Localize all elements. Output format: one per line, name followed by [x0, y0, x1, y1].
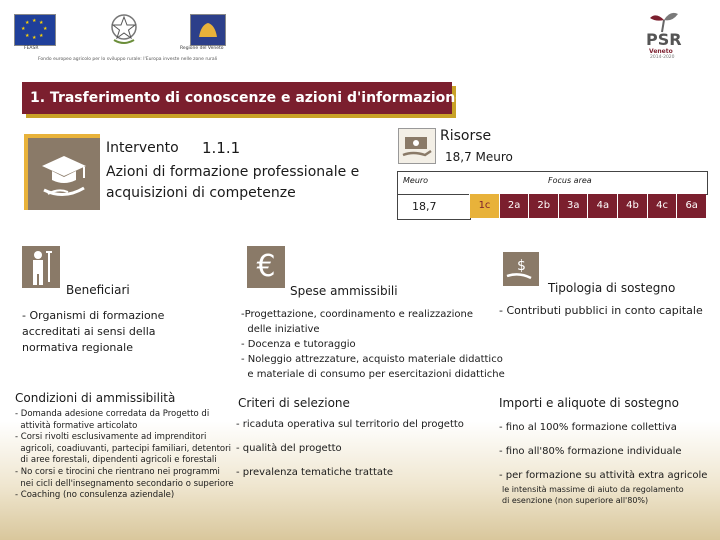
condizioni-line: - No corsi e tirocini che rientrano nei programmi: [15, 466, 220, 477]
intervento-label: Intervento: [106, 140, 179, 156]
spese-item: delle iniziative: [241, 324, 320, 335]
italian-emblem-icon: [110, 12, 138, 46]
criteri-item: - ricaduta operativa sul territorio del progetto: [236, 419, 464, 430]
importi-title: Importi e aliquote di sostegno: [499, 396, 679, 410]
criteri-item: - qualità del progetto: [236, 443, 342, 454]
spese-list: [241, 307, 505, 382]
spese-item: - Noleggio attrezzature, acquisto materiale didattico: [241, 354, 503, 365]
condizioni-list: [15, 409, 234, 502]
eafrd-motto: Fondo europeo agricolo per lo sviluppo rurale: l'Europa investe nelle zone rurali: [38, 57, 218, 62]
intervento-description: Azioni di formazione professionale e acquisizioni di competenze: [106, 164, 360, 201]
importi-note: di esenzione (non superiore all'80%): [502, 496, 649, 505]
importi-item: - fino al 100% formazione collettiva: [499, 422, 677, 433]
svg-text:$: $: [517, 258, 526, 274]
eu-flag-icon: ★ ★ ★ ★ ★ ★ ★ ★: [14, 14, 56, 46]
focus-area-meuro-label: Meuro: [403, 176, 429, 185]
condizioni-line: nei cicli dell'insegnamento secondario o superiore: [15, 478, 234, 489]
focus-area-cell-4c: 4c: [647, 194, 677, 218]
importi-note: le intensità massime di aiuto da regolamento: [502, 485, 684, 494]
money-hand-icon: [398, 128, 436, 164]
spese-item: -Progettazione, coordinamento e realizzazione: [241, 309, 473, 320]
risorse-title: Risorse: [440, 128, 492, 144]
criteri-item: - prevalenza tematiche trattate: [236, 467, 394, 478]
graduation-hat-icon: [28, 138, 100, 210]
condizioni-line: attività formative articolato: [15, 420, 138, 431]
condizioni-line: di aree forestali, dipendenti agricoli e forestali: [15, 455, 217, 466]
euro-icon: €: [247, 246, 285, 288]
condizioni-line: - Corsi rivolti esclusivamente ad imprenditori: [15, 432, 207, 443]
tipologia-text: - Contributi pubblici in conto capitale: [499, 304, 703, 317]
focus-area-cell-3a: 3a: [558, 194, 588, 218]
condizioni-line: - Coaching (no consulenza aziendale): [15, 490, 175, 501]
importi-item: - per formazione su attività extra agricole: [499, 470, 708, 481]
focus-area-cell-2b: 2b: [528, 194, 558, 218]
focus-area-cell-4a: 4a: [587, 194, 617, 218]
dollar-hand-icon: [503, 252, 539, 286]
focus-area-cell-1c: 1c: [469, 194, 499, 218]
focus-area-total: [397, 194, 471, 220]
criteri-title: Criteri di selezione: [238, 396, 350, 410]
beneficiari-title: Beneficiari: [66, 283, 130, 297]
psr-logo-region: Veneto: [649, 48, 673, 55]
spese-item: e materiale di consumo per esercitazioni didattiche: [241, 369, 505, 380]
tipologia-title: Tipologia di sostegno: [548, 281, 676, 295]
importi-item: - fino all'80% formazione individuale: [499, 446, 682, 457]
focus-area-cell-6a: 6a: [676, 194, 706, 218]
logo-caption-feasr: FEASR: [24, 46, 39, 51]
spese-title: Spese ammissibili: [290, 284, 398, 298]
psr-logo-title: PSR: [646, 30, 682, 49]
focus-area-cell-2a: 2a: [499, 194, 529, 218]
farmer-icon: [22, 246, 60, 288]
veneto-lion-icon: [190, 14, 226, 46]
risorse-value: 18,7 Meuro: [445, 150, 513, 164]
focus-area-title: Focus area: [548, 176, 592, 185]
logo-caption-veneto: Regione del Veneto: [180, 46, 224, 51]
condizioni-line: - Domanda adesione corredata da Progetto di: [15, 409, 210, 419]
condizioni-title: Condizioni di ammissibilità: [15, 391, 176, 405]
psr-sprout-icon: [640, 8, 696, 60]
spese-item: - Docenza e tutoraggio: [241, 339, 356, 350]
page-title: 1. Trasferimento di conoscenze e azioni d'informazione: [30, 90, 465, 106]
beneficiari-text: - Organismi di formazione accreditati ai sensi della normativa regionale: [22, 309, 165, 354]
psr-logo-years: 2014-2020: [650, 55, 675, 60]
intervento-code: 1.1.1: [202, 139, 241, 157]
focus-area-cell-4b: 4b: [617, 194, 647, 218]
condizioni-line: agricoli, coadiuvanti, partecipi familiari, detentori: [15, 443, 231, 454]
focus-area-total-value: 18,7: [412, 200, 437, 213]
